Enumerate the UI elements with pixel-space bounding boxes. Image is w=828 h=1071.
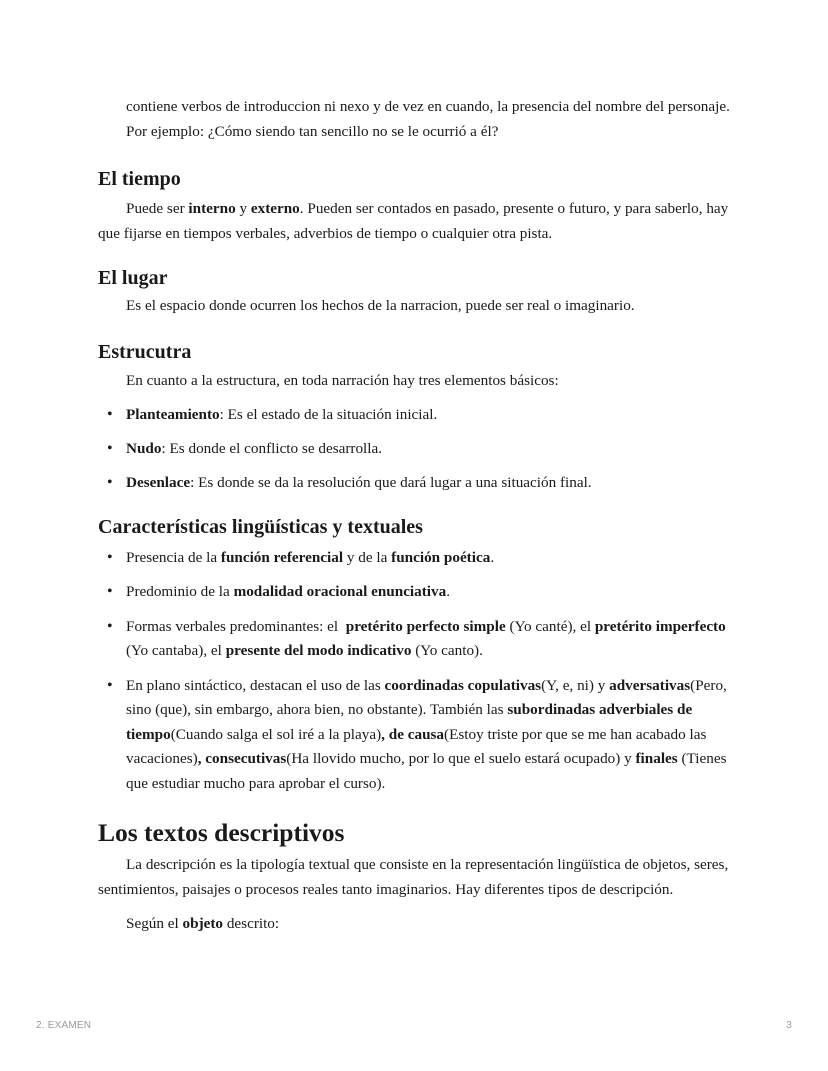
caracteristicas-list — [98, 546, 738, 797]
text: Formas verbales predominantes: el — [126, 617, 346, 635]
list-item — [98, 403, 738, 428]
text: Predominio de la — [126, 583, 234, 600]
bold-text: interno — [188, 200, 236, 217]
text: (Cuando salga el sol iré a la playa) — [170, 725, 382, 743]
list-item — [98, 674, 738, 797]
descriptivos-paragraph — [98, 853, 738, 902]
bold-text: pretérito perfecto simple — [345, 617, 506, 635]
list-item — [98, 471, 738, 496]
heading-estructura: Estrucutra — [98, 340, 192, 363]
list-item — [98, 546, 738, 571]
list-item — [98, 580, 738, 605]
text: . Pueden ser contados en pasado, presente o futuro, y para saberlo, hay que fijarse en tiempos verbales, adverbios de tiempo o cualquier otra pista. — [98, 200, 729, 242]
bold-text: externo — [250, 200, 300, 217]
text: y — [235, 200, 251, 217]
bold-text: , consecutivas — [197, 750, 287, 767]
text: : Es donde se da la resolución que dará lugar a una situación final. — [190, 474, 592, 491]
footer-page-number: 3 — [786, 1020, 792, 1031]
page-content — [98, 95, 738, 937]
bold-text: coordinadas copulativas — [384, 676, 542, 694]
list-item — [98, 615, 738, 664]
bold-text: adversativas — [609, 676, 691, 694]
heading-el-tiempo: El tiempo — [98, 168, 181, 190]
objeto-paragraph — [98, 912, 738, 937]
tiempo-paragraph — [98, 197, 738, 246]
estructura-paragraph — [98, 369, 738, 394]
bold-text: presente del modo indicativo — [225, 642, 412, 659]
text: (Ha llovido mucho, por lo que el suelo estará ocupado) y — [286, 750, 636, 767]
bold-text: modalidad oracional enunciativa — [233, 583, 447, 600]
text: La descripción es la tipología textual que consiste en la representación lingüïstica de objetos, seres, sentimientos, paisajes o procesos reales tanto imaginarios. Hay diferentes tipos de descripción. — [98, 856, 729, 898]
text: (Tienes que estudiar mucho para aprobar el curso). — [126, 750, 727, 792]
text: (Pero, sino (que), sin embargo, ahora bien, no obstante). También las — [126, 676, 727, 718]
bold-text: Planteamiento — [126, 406, 220, 423]
text: y de la — [343, 548, 392, 566]
text: Según el — [126, 915, 183, 932]
text: (Yo canto). — [411, 642, 483, 659]
text: (Y, e, ni) y — [541, 676, 610, 694]
text: : Es donde el conflicto se desarrolla. — [161, 440, 383, 457]
text: (Yo canté), el — [505, 617, 595, 635]
heading-textos-descriptivos: Los textos descriptivos — [98, 818, 345, 847]
intro-paragraph — [98, 95, 738, 144]
text: En cuanto a la estructura, en toda narración hay tres elementos básicos: — [126, 371, 559, 389]
lugar-paragraph — [98, 294, 738, 319]
text: En plano sintáctico, destacan el uso de las — [126, 676, 385, 694]
estructura-list — [98, 403, 738, 496]
list-item — [98, 437, 738, 462]
text: Presencia de la — [126, 548, 221, 566]
text: . — [490, 548, 495, 566]
bold-text: finales — [635, 750, 678, 767]
bold-text: Desenlace — [126, 474, 191, 491]
text: (Estoy triste por que se me han acabado las vacaciones) — [126, 725, 707, 767]
bold-text: pretérito imperfecto — [594, 617, 726, 635]
bold-text: función referencial — [220, 548, 344, 566]
text: descrito: — [223, 915, 280, 932]
bold-text: función poética — [391, 548, 491, 566]
bold-text: Nudo — [126, 440, 162, 457]
heading-caracteristicas: Características lingüísticas y textuales — [98, 515, 423, 538]
heading-el-lugar: El lugar — [98, 267, 168, 289]
bold-text: objeto — [182, 915, 224, 932]
text: Puede ser — [126, 200, 189, 217]
text: Es el espacio donde ocurren los hechos de la narracion, puede ser real o imaginario. — [126, 297, 635, 314]
text: . — [446, 583, 451, 600]
text: (Yo cantaba), el — [126, 642, 226, 659]
intro-text: contiene verbos de introduccion ni nexo y de vez en cuando, la presencia del nombre del personaje. Por ejemplo: ¿Cómo siendo tan sencillo no se le ocurrió a él? — [126, 98, 730, 140]
text: : Es el estado de la situación inicial. — [219, 406, 438, 423]
bold-text: subordinadas adverbiales de tiempo — [126, 701, 693, 743]
bold-text: , de causa — [381, 725, 445, 743]
footer-section-label: 2. EXAMEN — [36, 1020, 92, 1031]
